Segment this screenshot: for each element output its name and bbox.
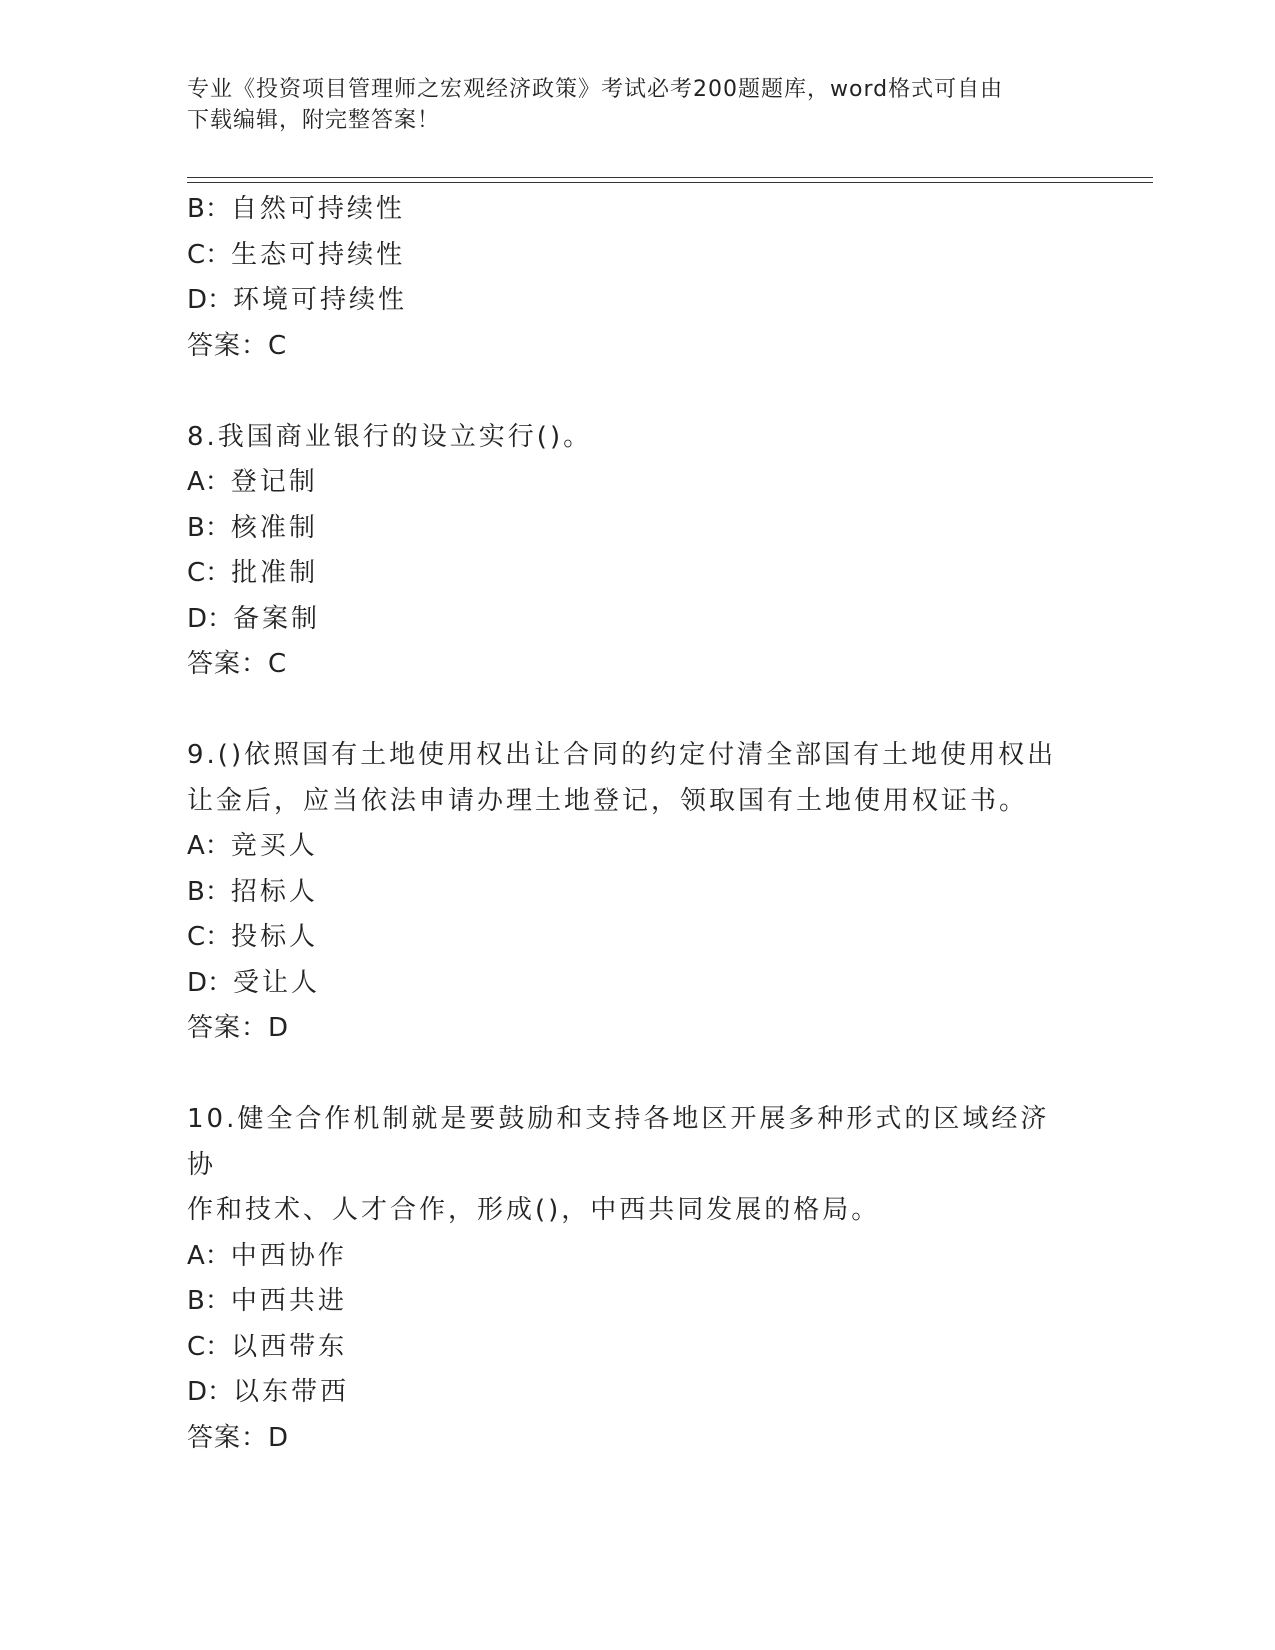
option-d: D：以东带西 [187,1377,350,1407]
answer: 答案：D [187,1013,290,1043]
option-c: C：投标人 [187,922,319,952]
option-b: B：中西共进 [187,1286,347,1316]
header-line-1: 专业《投资项目管理师之宏观经济政策》考试必考200题题库，word格式可自由 [187,77,1004,102]
option-a: A：竞买人 [187,831,318,861]
option-c: C：生态可持续性 [187,239,406,270]
option-a: A：登记制 [187,467,318,497]
header-divider-thick [187,177,1153,178]
question-text-line-2: 作和技术、人才合作，形成()，中西共同发展的格局。 [187,1195,881,1225]
option-c: C：批准制 [187,558,319,588]
question-10 [187,1097,1087,1461]
option-d: D：受让人 [187,967,321,998]
spacer [187,688,1087,734]
option-d: D：备案制 [187,603,321,634]
header-line-2: 下载编辑，附完整答案！ [187,108,441,133]
question-7 [187,187,1087,369]
question-text-line-1: 10.健全合作机制就是要鼓励和支持各地区开展多种形式的区域经济协 [187,1104,1050,1180]
answer: 答案：C [187,649,288,679]
header-divider-thin [187,182,1153,183]
answer: 答案：C [187,330,288,361]
question-text-line-1: 9.()依照国有土地使用权出让合同的约定付清全部国有土地使用权出 [187,740,1057,770]
question-9 [187,733,1087,1052]
option-c: C：以西带东 [187,1331,348,1362]
question-text: 8.我国商业银行的设立实行()。 [187,421,593,452]
option-b: B：自然可持续性 [187,194,405,224]
option-d: D：环境可持续性 [187,285,408,315]
option-b: B：核准制 [187,512,318,543]
option-b: B：招标人 [187,876,318,907]
question-8 [187,415,1087,688]
spacer [187,369,1087,415]
question-list [187,187,1087,1461]
answer: 答案：D [187,1422,290,1453]
question-text-line-2: 让金后，应当依法申请办理土地登记，领取国有土地使用权证书。 [187,785,1029,816]
document-header [187,74,1067,136]
option-a: A：中西协作 [187,1240,347,1271]
spacer [187,1052,1087,1098]
